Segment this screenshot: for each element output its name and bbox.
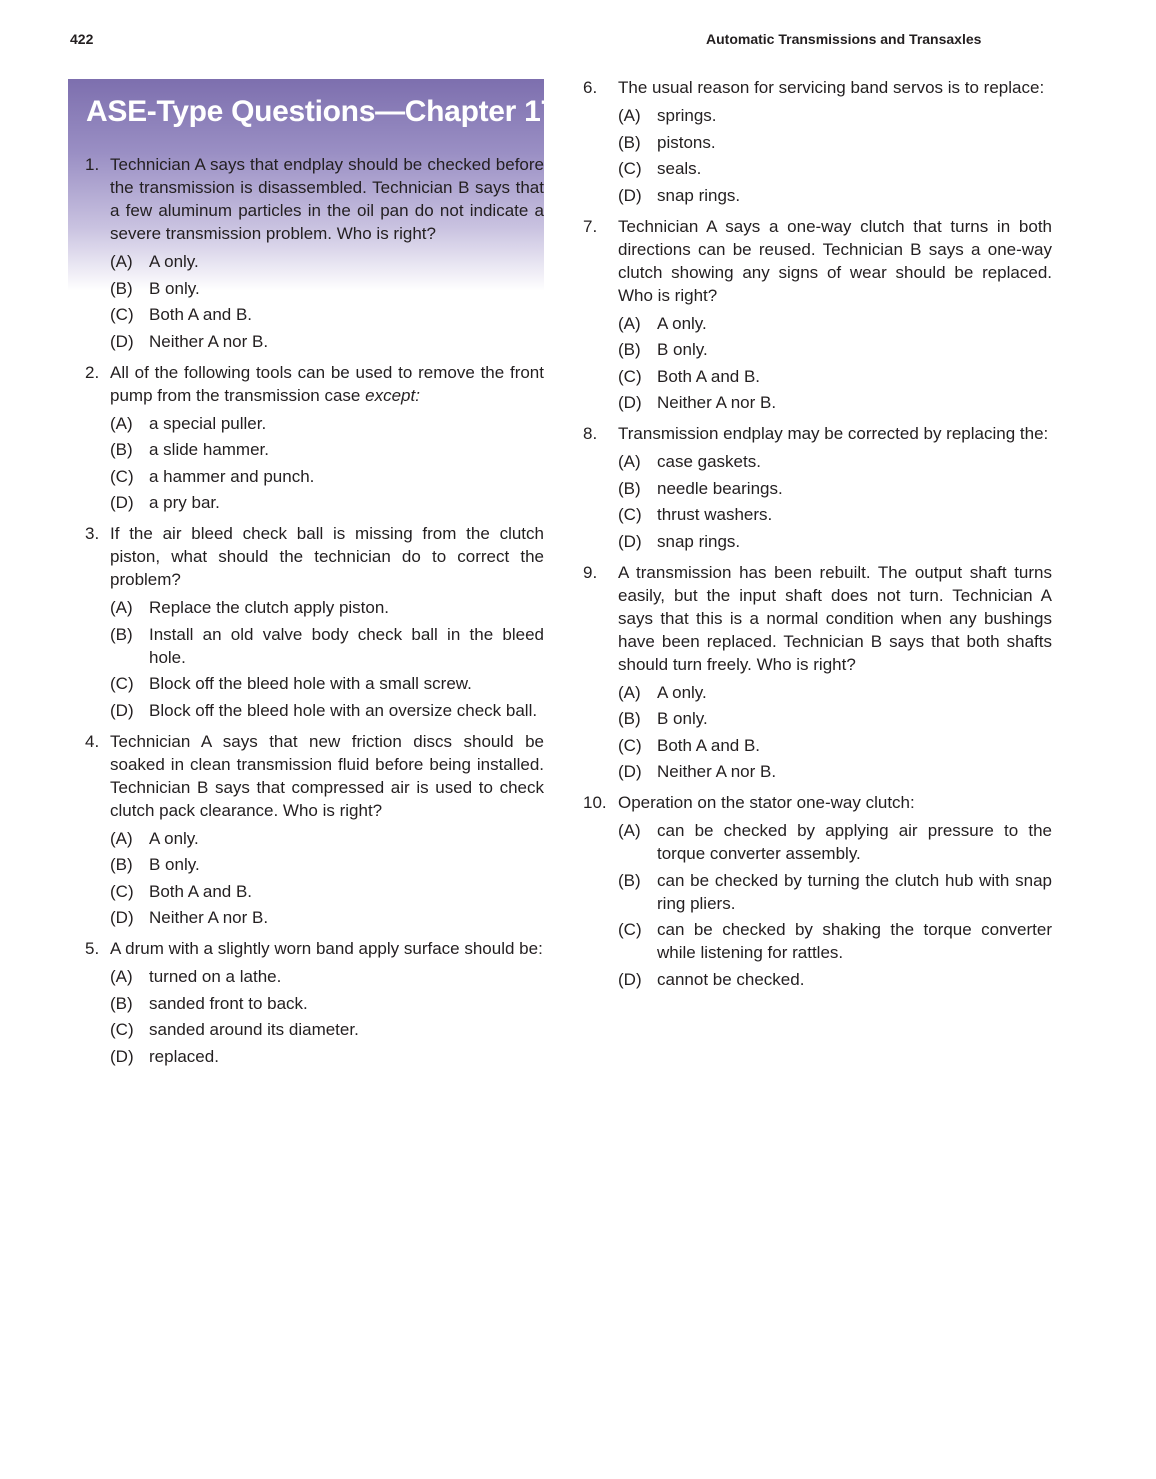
option-letter: (A) [110,598,133,617]
answer-option [110,250,544,273]
answer-option [110,1045,544,1068]
answer-options [618,312,1052,415]
option-text: B only. [657,709,708,728]
option-text: springs. [657,106,717,125]
answer-option [618,530,1052,553]
answer-option [110,330,544,353]
answer-option [110,438,544,461]
question-8 [583,422,1052,553]
question-3 [85,522,544,722]
answer-option [110,412,544,435]
answer-option [618,968,1052,991]
question-text-body: Technician A says that endplay should be checked before the transmission is disassembled. Technician B says that a few aluminum particles in the oil pan do not indicate a severe transmission problem. Who is right? [110,155,544,243]
question-text [618,791,1052,814]
option-text: Neither A nor B. [149,908,269,927]
right-column [583,76,1052,999]
question-text-body: Technician A says that new friction discs should be soaked in clean transmission fluid before being installed. Technician B says that compressed air is used to check clutch pack clearance. Who is right? [110,731,544,820]
answer-option [110,965,544,988]
option-text: can be checked by shaking the torque converter while listening for rattles. [657,920,1052,962]
option-letter: (D) [110,908,134,927]
answer-option [110,992,544,1015]
option-letter: (B) [110,440,133,459]
answer-option [110,672,544,695]
question-6 [583,76,1052,207]
question-text-body: Operation on the stator one-way clutch: [618,793,915,812]
answer-option [618,819,1052,865]
option-text: Neither A nor B. [657,393,777,412]
answer-option [110,596,544,619]
answer-options [618,450,1052,553]
option-text: A only. [149,828,199,848]
page-number: 422 [70,31,94,47]
answer-options [110,827,544,930]
answer-option [618,157,1052,180]
answer-option [618,918,1052,964]
question-text-body: A drum with a slightly worn band apply surface should be: [110,939,543,958]
option-text: sanded front to back. [149,993,308,1013]
answer-option [618,760,1052,783]
question-stem [85,153,544,245]
question-4 [85,730,544,930]
answer-option [618,391,1052,414]
option-text: turned on a lathe. [149,967,282,986]
option-letter: (D) [110,1046,134,1066]
answer-option [110,465,544,488]
option-text: Neither A nor B. [149,331,269,351]
option-letter: (B) [110,855,133,874]
option-letter: (D) [618,531,642,551]
option-letter: (C) [618,159,642,178]
question-text-body: Transmission endplay may be corrected by replacing the: [618,424,1049,443]
option-letter: (A) [110,967,133,986]
option-text: a hammer and punch. [149,466,315,486]
running-title: Automatic Transmissions and Transaxles [706,31,982,47]
answer-option [618,503,1052,526]
option-text: replaced. [149,1046,219,1066]
question-number: 1. [85,155,100,174]
answer-option [618,131,1052,154]
option-text: sanded around its diameter. [149,1020,359,1039]
option-text: snap rings. [657,531,741,551]
option-text: thrust washers. [657,505,773,524]
option-text: snap rings. [657,185,741,205]
option-text: B only. [149,278,200,298]
option-text: B only. [149,855,200,874]
option-letter: (A) [618,106,641,125]
question-text [110,153,544,245]
option-letter: (D) [110,493,134,512]
question-stem [85,522,544,591]
option-letter: (C) [618,505,642,524]
answer-option [618,477,1052,500]
answer-options [110,250,544,353]
question-text [618,215,1052,307]
question-number: 6. [583,78,598,97]
answer-option [110,699,544,722]
option-letter: (B) [110,993,133,1013]
option-letter: (A) [110,413,133,433]
option-letter: (C) [110,305,134,324]
option-text: seals. [657,159,702,178]
question-9 [583,561,1052,784]
option-text: A only. [657,682,707,702]
answer-option [110,303,544,326]
question-7 [583,215,1052,415]
question-stem [583,215,1052,307]
option-letter: (A) [618,452,641,471]
question-text [110,522,544,591]
option-text: Both A and B. [657,366,761,386]
option-letter: (B) [618,709,641,728]
option-letter: (C) [110,881,134,901]
option-letter: (B) [618,478,641,498]
question-emphasis: except: [365,385,420,405]
option-text: case gaskets. [657,452,761,471]
answer-options [618,819,1052,991]
option-text: Install an old valve body check ball in the bleed hole. [149,624,544,667]
answer-options [110,412,544,515]
question-text-body: Technician A says a one-way clutch that turns in both directions can be reused. Technician B says a one-way clutch showing any signs of wear should be replaced. Who is right? [618,216,1052,305]
option-letter: (B) [618,132,641,152]
question-10 [583,791,1052,991]
question-stem [583,791,1052,814]
option-text: a pry bar. [149,493,220,512]
option-text: Neither A nor B. [657,762,777,781]
option-text: pistons. [657,132,716,152]
question-number: 7. [583,216,598,236]
answer-option [110,906,544,929]
option-text: cannot be checked. [657,969,805,989]
option-text: Both A and B. [149,881,253,901]
question-text [618,422,1052,445]
answer-option [618,184,1052,207]
answer-option [618,104,1052,127]
answer-option [110,277,544,300]
option-text: Block off the bleed hole with a small screw. [149,674,472,693]
answer-option [110,880,544,903]
answer-option [618,312,1052,335]
option-letter: (D) [618,185,642,205]
answer-options [110,965,544,1068]
option-text: B only. [657,340,708,359]
question-stem [85,937,544,960]
question-stem [583,561,1052,676]
question-text [110,937,544,960]
option-letter: (A) [618,313,641,333]
question-text-body: A transmission has been rebuilt. The output shaft turns easily, but the input shaft does not turn. Technician A says that this is a normal condition when any bushings have been replaced. Technician B says that both shafts should turn freely. Who is right? [618,562,1052,674]
left-column [85,153,544,1076]
question-number: 8. [583,424,598,443]
option-text: can be checked by turning the clutch hub with snap ring pliers. [657,870,1052,913]
question-number: 5. [85,939,100,958]
option-letter: (C) [618,735,642,755]
option-text: Both A and B. [149,305,253,324]
answer-option [618,365,1052,388]
question-1 [85,153,544,353]
option-letter: (B) [618,340,641,359]
answer-options [110,596,544,722]
question-stem [85,361,544,407]
option-text: a slide hammer. [149,440,269,459]
option-letter: (D) [618,762,642,781]
question-number: 10. [583,793,607,812]
question-number: 9. [583,562,598,582]
option-letter: (B) [110,624,133,644]
question-number: 3. [85,524,100,543]
option-letter: (C) [110,1020,134,1039]
option-text: a special puller. [149,413,267,433]
question-text-body: All of the following tools can be used to remove the front pump from the transmission case [110,362,544,405]
answer-option [110,827,544,850]
question-number: 2. [85,362,100,382]
option-text: A only. [149,252,199,271]
option-text: Replace the clutch apply piston. [149,598,390,617]
option-letter: (A) [618,682,641,702]
option-letter: (D) [110,700,134,720]
option-text: can be checked by applying air pressure to the torque converter assembly. [657,821,1052,863]
answer-option [618,869,1052,915]
option-letter: (D) [618,393,642,412]
option-text: Both A and B. [657,735,761,755]
answer-options [618,104,1052,207]
option-text: Block off the bleed hole with an oversize check ball. [149,700,538,720]
question-5 [85,937,544,1068]
question-stem [583,76,1052,99]
question-text [110,730,544,822]
question-text [618,561,1052,676]
answer-options [618,681,1052,784]
answer-option [618,681,1052,704]
option-letter: (C) [618,366,642,386]
option-letter: (D) [618,969,642,989]
answer-option [110,491,544,514]
option-letter: (C) [110,674,134,693]
option-text: needle bearings. [657,478,783,498]
option-letter: (C) [110,466,134,486]
option-letter: (B) [110,278,133,298]
answer-option [618,450,1052,473]
question-text-body: If the air bleed check ball is missing from the clutch piston, what should the technician do to correct the problem? [110,524,544,589]
option-letter: (A) [110,828,133,848]
question-text-body: The usual reason for servicing band servos is to replace: [618,78,1045,97]
answer-option [618,734,1052,757]
question-text [618,76,1052,99]
answer-option [618,707,1052,730]
option-letter: (A) [110,252,133,271]
answer-option [110,853,544,876]
answer-option [110,1018,544,1041]
option-letter: (D) [110,331,134,351]
option-letter: (C) [618,920,642,939]
question-stem [583,422,1052,445]
option-letter: (A) [618,821,641,840]
answer-option [618,338,1052,361]
question-text [110,361,544,407]
option-letter: (B) [618,870,641,890]
question-number: 4. [85,731,100,751]
option-text: A only. [657,313,707,333]
question-stem [85,730,544,822]
answer-option [110,623,544,669]
question-2 [85,361,544,515]
section-title: ASE-Type Questions—Chapter 17 [86,95,557,128]
